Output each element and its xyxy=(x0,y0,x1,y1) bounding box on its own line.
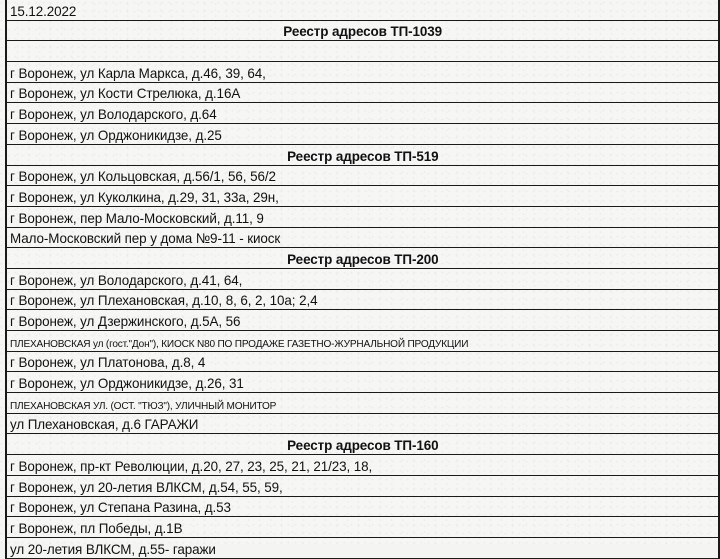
registry-rows xyxy=(7,21,718,559)
address-row xyxy=(7,352,718,373)
address-row xyxy=(7,331,718,352)
section-title: Реестр адресов ТП-1039 xyxy=(283,23,442,40)
registry-section-header xyxy=(7,145,718,166)
address-text: г Воронеж, пер Мало-Московский, д.11, 9 xyxy=(10,209,264,226)
address-registry-table xyxy=(5,0,720,559)
address-row xyxy=(7,228,718,249)
registry-section-header xyxy=(7,434,718,455)
address-text: г Воронеж, ул Кольцовская, д.56/1, 56, 56/2 xyxy=(10,168,276,185)
address-text: г Воронеж, пр-кт Революции, д.20, 27, 23, 25, 21, 21/23, 18, xyxy=(10,457,373,474)
address-text: г Воронеж, ул Куколкина, д.29, 31, 33а, 29н, xyxy=(10,188,279,205)
section-title: Реестр адресов ТП-519 xyxy=(286,147,439,164)
section-title: Реестр адресов ТП-200 xyxy=(286,250,439,267)
address-row xyxy=(7,393,718,414)
address-row xyxy=(7,372,718,393)
address-text: ПЛЕХАНОВСКАЯ ул (гост."Дон"), КИОСК N80 ПО ПРОДАЖЕ ГАЗЕТНО-ЖУРНАЛЬНОЙ ПРОДУКЦИИ xyxy=(10,337,469,350)
address-row xyxy=(7,269,718,290)
address-text: г Воронеж, ул Володарского, д.64 xyxy=(10,106,217,123)
registry-section-header xyxy=(7,248,718,269)
address-row xyxy=(7,83,718,104)
address-text: г Воронеж, ул Орджоникидзе, д.25 xyxy=(10,126,222,143)
address-text: г Воронеж, ул Дзержинского, д.5А, 56 xyxy=(10,313,241,329)
address-text: г Воронеж, ул 20-летия ВЛКСМ, д.54, 55, 59, xyxy=(10,478,283,495)
section-title: Реестр адресов ТП-160 xyxy=(286,437,439,454)
address-text: г Воронеж, ул Платонова, д.8, 4 xyxy=(10,354,206,371)
address-text: г Воронеж, ул Плехановская, д.10, 8, 6, 2, 10а; 2,4 xyxy=(10,292,318,309)
address-row xyxy=(7,290,718,311)
address-row xyxy=(7,103,718,124)
address-row xyxy=(7,455,718,476)
address-row xyxy=(7,124,718,145)
address-text: г Воронеж, ул Карла Маркса, д.46, 39, 64, xyxy=(10,64,266,81)
address-row xyxy=(7,414,718,435)
address-row xyxy=(7,476,718,497)
document-date: 15.12.2022 xyxy=(7,0,718,21)
address-row xyxy=(7,497,718,518)
address-row xyxy=(7,538,718,559)
address-text: г Воронеж, ул Степана Разина, д.53 xyxy=(10,499,231,516)
address-row xyxy=(7,517,718,538)
address-row xyxy=(7,310,718,331)
blank-row xyxy=(7,41,718,62)
address-text: ПЛЕХАНОВСКАЯ УЛ. (ОСТ. "ТЮЗ"), УЛИЧНЫЙ МОНИТОР xyxy=(10,399,277,412)
address-text: Мало-Московский пер у дома №9-11 - киоск xyxy=(10,230,281,247)
address-row xyxy=(7,166,718,187)
address-text: г Воронеж, ул Кости Стрелюка, д.16А xyxy=(10,85,241,102)
registry-section-header xyxy=(7,21,718,42)
address-row xyxy=(7,207,718,228)
address-row xyxy=(7,186,718,207)
address-text: ул Плехановская, д.6 ГАРАЖИ xyxy=(10,416,199,433)
address-row xyxy=(7,62,718,83)
address-text: ул 20-летия ВЛКСМ, д.55- гаражи xyxy=(10,540,216,557)
address-text: г Воронеж, ул Орджоникидзе, д.26, 31 xyxy=(10,375,244,392)
address-text: г Воронеж, ул Володарского, д.41, 64, xyxy=(10,271,243,288)
address-text: г Воронеж, пл Победы, д.1В xyxy=(10,519,183,536)
